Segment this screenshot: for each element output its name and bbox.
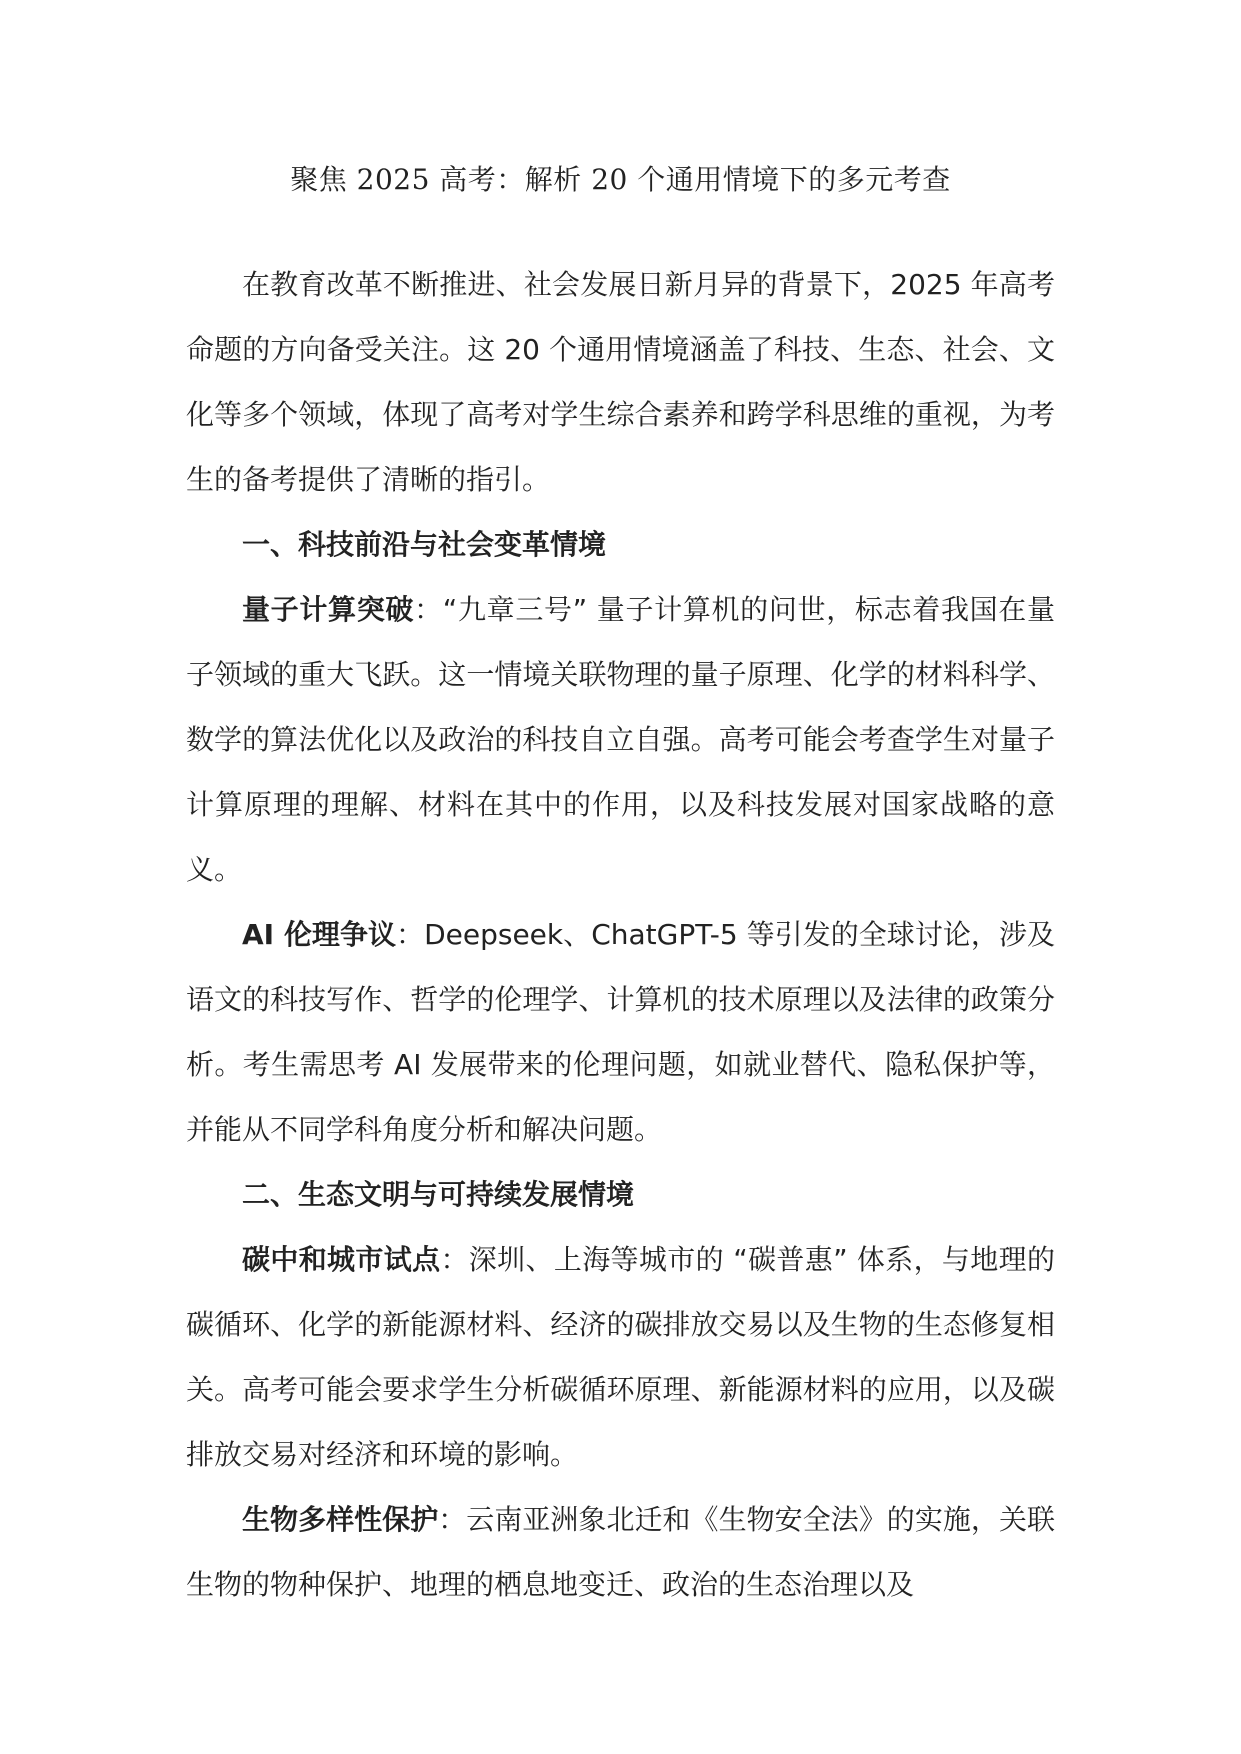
item-paragraph-biodiversity [186,1487,1055,1617]
intro-paragraph: 在教育改革不断推进、社会发展日新月异的背景下，2025 年高考命题的方向备受关注。这 20 个通用情境涵盖了科技、生态、社会、文化等多个领域，体现了高考对学生综合素养和跨学科思维的重视，为考生的备考提供了清晰的指引。 [186,268,1055,496]
section-heading-ecology: 二、生态文明与可持续发展情境 [242,1178,635,1211]
document-title: 聚焦 2025 高考：解析 20 个通用情境下的多元考查 [290,163,951,196]
item-lead-carbon: 碳中和城市试点 [242,1243,441,1276]
item-paragraph-quantum [186,577,1055,902]
item-text-ai-ethics: ：Deepseek、ChatGPT-5 等引发的全球讨论，涉及语文的科技写作、哲学的伦理学、计算机的技术原理以及法律的政策分析。考生需思考 AI 发展带来的伦理问题，如就业替代、隐私保护等，并能从不同学科角度分析和解决问题。 [186,918,1055,1146]
item-text-biodiversity: ：云南亚洲象北迁和《生物安全法》的实施，关联生物的物种保护、地理的栖息地变迁、政治的生态治理以及 [186,1503,1055,1601]
section-heading-tech: 一、科技前沿与社会变革情境 [242,528,607,561]
item-text-carbon: ：深圳、上海等城市的 “碳普惠” 体系，与地理的碳循环、化学的新能源材料、经济的碳排放交易以及生物的生态修复相关。高考可能会要求学生分析碳循环原理、新能源材料的应用，以及碳排放交易对经济和环境的影响。 [186,1243,1055,1471]
item-lead-biodiversity: 生物多样性保护 [242,1503,439,1536]
item-paragraph-ai-ethics [186,902,1055,1162]
item-paragraph-carbon [186,1227,1055,1487]
item-lead-quantum: 量子计算突破 [242,593,415,626]
item-text-quantum: ：“九章三号” 量子计算机的问世，标志着我国在量子领域的重大飞跃。这一情境关联物理的量子原理、化学的材料科学、数学的算法优化以及政治的科技自立自强。高考可能会考查学生对量子计算原理的理解、材料在其中的作用，以及科技发展对国家战略的意义。 [186,593,1055,886]
item-lead-ai-ethics: AI 伦理争议 [242,918,397,951]
